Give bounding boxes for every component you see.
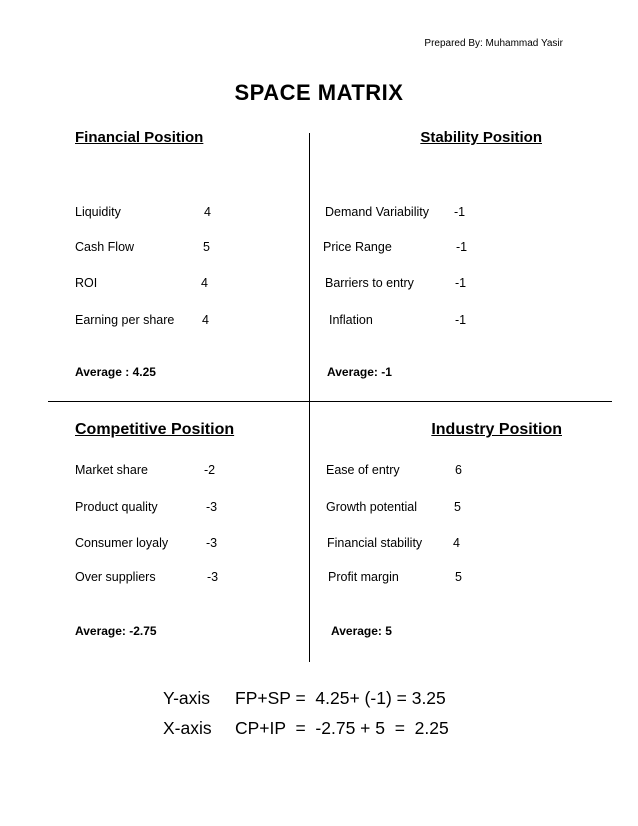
y-axis-label: Y-axis (163, 688, 211, 708)
competitive-label: Consumer loyaly (75, 536, 169, 550)
competitive-value: -2 (204, 463, 216, 477)
stability-label: Price Range (323, 240, 392, 254)
industry-heading: Industry Position (431, 421, 562, 438)
vertical-divider-top (309, 133, 310, 401)
stability-value: -1 (454, 205, 466, 219)
y-axis-formula (163, 688, 446, 709)
x-axis-label: X-axis (163, 718, 212, 738)
competitive-value: -3 (206, 500, 218, 514)
industry-value: 4 (453, 536, 460, 550)
competitive-value: -3 (207, 570, 219, 584)
competitive-label: Product quality (75, 500, 158, 514)
industry-label: Profit margin (328, 570, 399, 584)
financial-label: ROI (75, 276, 98, 290)
industry-value: 6 (455, 463, 462, 477)
stability-label: Demand Variability (325, 205, 429, 219)
horizontal-divider (48, 401, 612, 402)
x-axis-expression: CP+IP = -2.75 + 5 = 2.25 (235, 718, 449, 738)
stability-value: -1 (456, 240, 468, 254)
competitive-label: Over suppliers (75, 570, 156, 584)
industry-label: Growth potential (326, 500, 418, 514)
page-title: SPACE MATRIX (234, 80, 404, 105)
financial-value: 4 (201, 276, 208, 290)
financial-label: Liquidity (75, 205, 121, 219)
stability-label: Barriers to entry (325, 276, 414, 290)
competitive-label: Market share (75, 463, 148, 477)
financial-label: Earning per share (75, 313, 175, 327)
competitive-value: -3 (206, 536, 218, 550)
stability-average: Average: -1 (327, 365, 392, 379)
industry-value: 5 (455, 570, 462, 584)
stability-label: Inflation (329, 313, 373, 327)
competitive-heading: Competitive Position (75, 421, 235, 438)
y-axis-expression: FP+SP = 4.25+ (-1) = 3.25 (235, 688, 446, 708)
vertical-divider-bottom (309, 401, 310, 662)
financial-average: Average : 4.25 (75, 365, 156, 379)
stability-value: -1 (455, 313, 467, 327)
stability-heading: Stability Position (420, 129, 542, 146)
industry-value: 5 (454, 500, 461, 514)
x-axis-formula (163, 718, 449, 739)
financial-value: 4 (202, 313, 209, 327)
industry-label: Financial stability (327, 536, 423, 550)
financial-value: 4 (204, 205, 211, 219)
financial-label: Cash Flow (75, 240, 135, 254)
competitive-average: Average: -2.75 (75, 624, 157, 638)
industry-label: Ease of entry (326, 463, 400, 477)
financial-value: 5 (203, 240, 210, 254)
prepared-by: Prepared By: Muhammad Yasir (424, 38, 563, 49)
industry-average: Average: 5 (331, 624, 392, 638)
financial-heading: Financial Position (75, 129, 204, 146)
stability-value: -1 (455, 276, 467, 290)
